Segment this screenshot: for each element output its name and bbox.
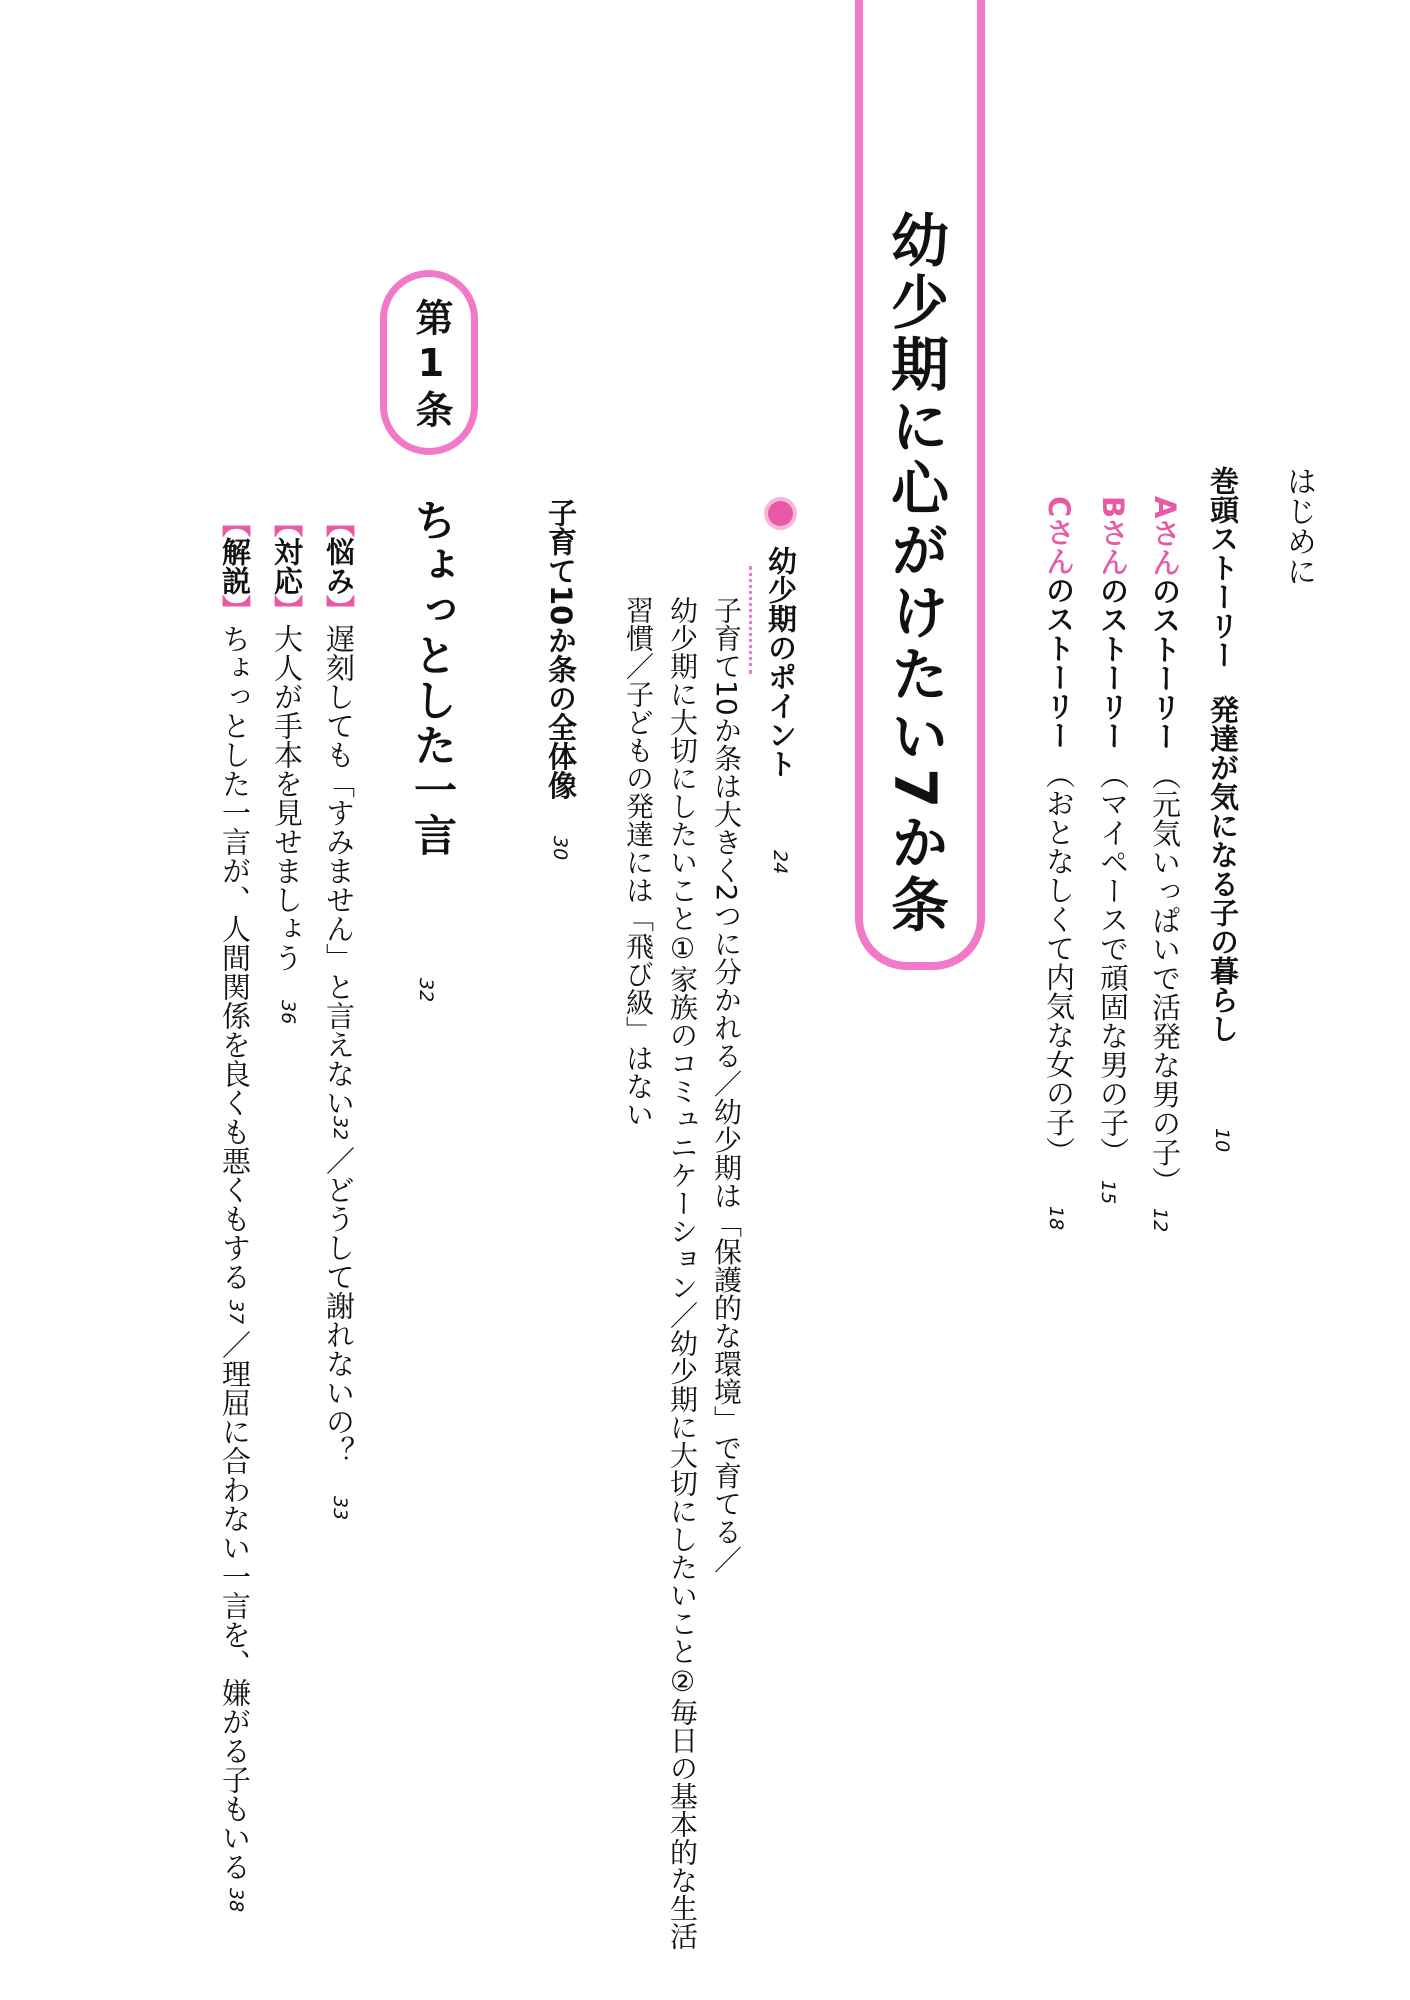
item-worry-page2: 33	[329, 1496, 351, 1521]
story-a-page-number: 12	[1149, 1208, 1171, 1233]
point-desc-line-1: 子育て10か条は大きく2つに分かれる／幼少期は「保護的な環境」で育てる／	[710, 596, 743, 1574]
story-b-page-number: 15	[1097, 1180, 1119, 1205]
toc-opening-story[interactable]	[1206, 466, 1240, 1043]
overview-page-number: 30	[549, 836, 571, 861]
item-explanation-page1: 37	[225, 1300, 247, 1325]
opening-title: 発達が気になる子の暮らし	[1206, 695, 1240, 1043]
point-page-number: 24	[769, 850, 791, 875]
item-label-response: 【対応】	[270, 508, 304, 624]
chapter-badge-line1: 第	[409, 298, 453, 336]
chapter-title[interactable]: ちょっとした一言	[407, 498, 457, 858]
item-explanation-text1: ちょっとした一言が、人間関係を良くも悪くもする	[218, 624, 252, 1291]
point-desc-line-2: 幼少期に大切にしたいこと①家族のコミュニケーション／幼少期に大切にしたいこと②毎日の基本的な生活	[666, 596, 699, 1950]
chapter-page-number: 32	[415, 978, 437, 1003]
dotted-divider	[749, 566, 752, 674]
opening-page-number: 10	[1211, 1128, 1233, 1153]
item-label-worry: 【悩み】	[322, 508, 356, 624]
item-explanation-page2: 38	[225, 1888, 247, 1913]
chapter-badge-label	[409, 298, 453, 428]
story-c-page-number: 18	[1045, 1206, 1067, 1231]
item-explanation-text2: ／理屈に合わない一言を、嫌がる子もいる	[218, 1330, 252, 1881]
bullet-dot-icon	[768, 501, 793, 526]
item-worry-text2: ／どうして謝れないの？	[322, 1146, 356, 1465]
opening-label: 巻頭ストーリー	[1206, 466, 1240, 669]
toc-overview-heading[interactable]: 子育て10か条の全体像	[544, 498, 578, 800]
story-b-name: Bさん	[1096, 496, 1130, 577]
item-label-explanation: 【解説】	[218, 508, 252, 624]
story-c-desc: （おとなしくて内気な女の子）	[1042, 759, 1076, 1166]
toc-story-a[interactable]	[1148, 496, 1182, 1196]
part-title: 幼少期に心がけたい7か条	[881, 210, 949, 937]
item-worry-text1: 遅刻しても「すみません」と言えない	[322, 624, 356, 1117]
item-response-text1: 大人が手本を見せましょう	[270, 624, 304, 972]
toc-hajimeni[interactable]: はじめに	[1281, 466, 1316, 586]
item-worry-page1: 32	[329, 1116, 351, 1141]
story-a-desc: （元気いっぱいで活発な男の子）	[1148, 760, 1182, 1196]
story-b-suffix: のストーリー	[1096, 576, 1130, 751]
story-a-name: Aさん	[1148, 496, 1182, 577]
story-b-desc: （マイペースで頑固な男の子）	[1096, 760, 1130, 1167]
story-c-suffix: のストーリー	[1042, 575, 1076, 750]
chapter-item-explanation[interactable]	[218, 508, 252, 1291]
chapter-item-response[interactable]	[270, 508, 304, 972]
toc-story-c[interactable]	[1042, 496, 1076, 1166]
item-response-page1: 36	[277, 1000, 299, 1025]
story-a-suffix: のストーリー	[1148, 576, 1182, 751]
toc-story-b[interactable]	[1096, 496, 1130, 1167]
point-desc-line-3: 習慣／子どもの発達には「飛び級」はない	[622, 596, 655, 1128]
chapter-badge-line2: 条	[409, 390, 453, 428]
chapter-item-worry[interactable]	[322, 508, 356, 1117]
chapter-badge-number: 1	[417, 344, 445, 382]
toc-point-heading[interactable]: 幼少期のポイント	[764, 546, 798, 778]
story-c-name: Cさん	[1042, 496, 1076, 576]
